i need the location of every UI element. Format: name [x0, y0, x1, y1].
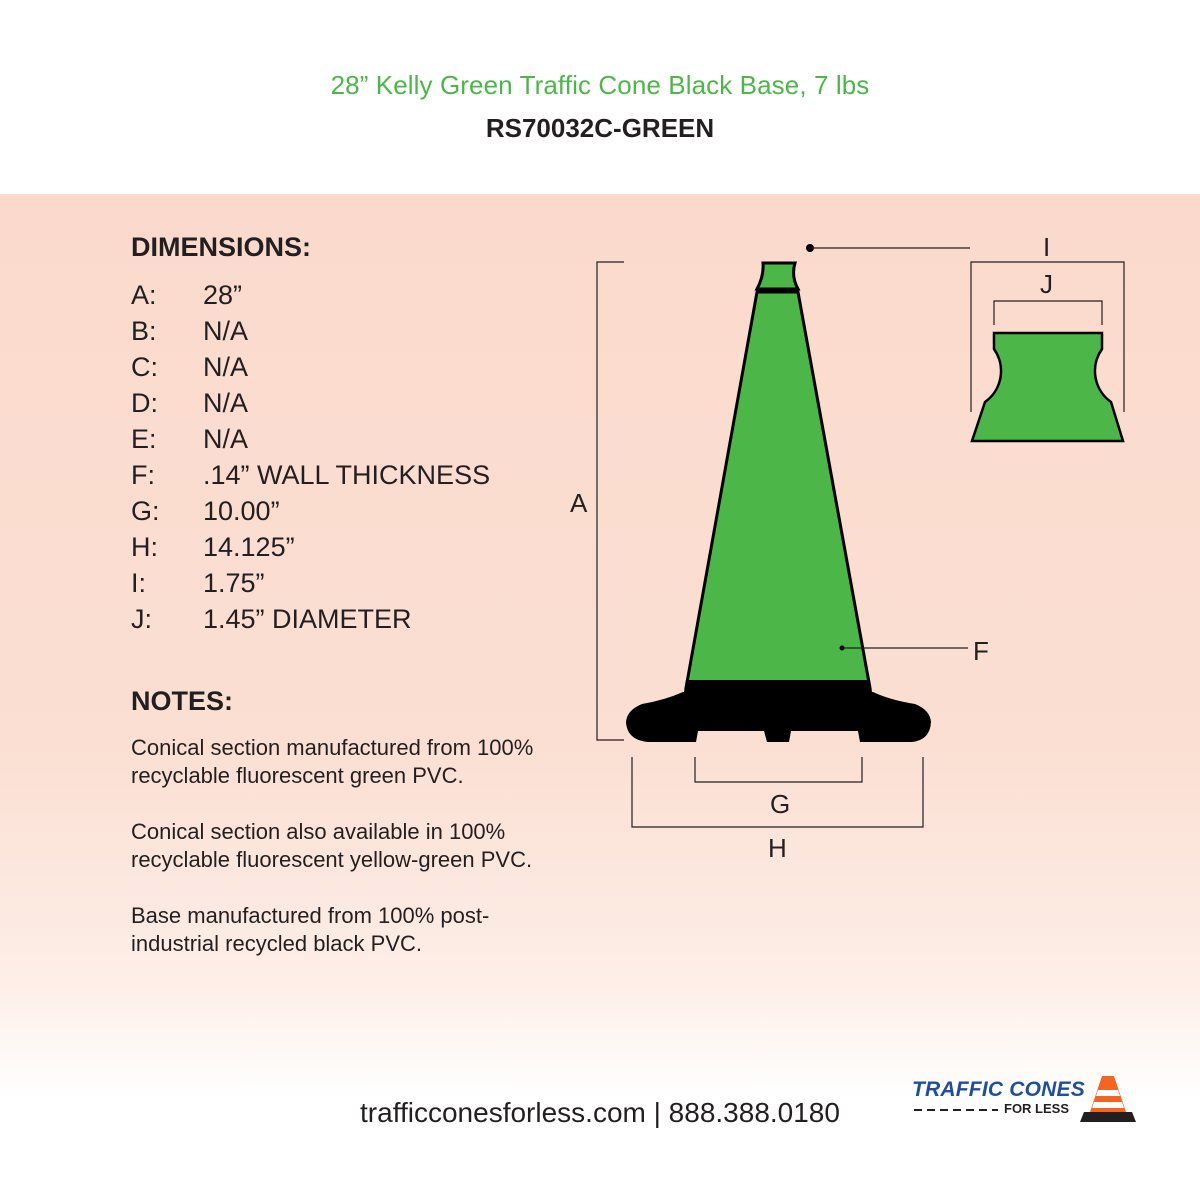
logo-subtext: FOR LESS: [1004, 1101, 1070, 1116]
dimension-value: 1.45” DIAMETER: [203, 604, 412, 634]
brand-logo: [912, 1068, 1142, 1128]
logo-dashes: [914, 1109, 998, 1111]
dimension-key: B:: [131, 316, 157, 346]
label-i: I: [1043, 232, 1051, 262]
dimension-value: 1.75”: [203, 568, 265, 598]
dimension-j-line: [994, 301, 1102, 325]
dimension-g-line: [695, 757, 862, 782]
dimension-key: H:: [131, 532, 158, 562]
dimension-key: C:: [131, 352, 158, 382]
traffic-cone-icon: [1080, 1068, 1140, 1128]
label-g: G: [770, 789, 791, 819]
dimension-value: N/A: [203, 352, 249, 382]
cone-base: [626, 692, 931, 742]
label-f: F: [973, 636, 989, 666]
dimension-a-line: [597, 262, 624, 740]
dimension-key: G:: [131, 496, 160, 526]
dimension-key: D:: [131, 388, 158, 418]
dimension-value: N/A: [203, 388, 249, 418]
note-paragraph: Conical section manufactured from 100% recyclable fluorescent green PVC.: [131, 735, 534, 788]
label-j: J: [1040, 269, 1053, 299]
dimension-value: 14.125”: [203, 532, 295, 562]
cone-collar: [684, 680, 872, 692]
dimension-value: .14” WALL THICKNESS: [203, 460, 491, 490]
knob-detail: [972, 333, 1123, 441]
logo-text: TRAFFIC CONES: [912, 1078, 1085, 1101]
dimension-value: N/A: [203, 424, 249, 454]
dimension-value: 10.00”: [203, 496, 280, 526]
dimension-key: F:: [131, 460, 155, 490]
dimension-value: N/A: [203, 316, 249, 346]
label-a: A: [570, 488, 588, 518]
dimension-key: I:: [131, 568, 147, 598]
dimensions-heading: DIMENSIONS:: [131, 232, 312, 262]
dimension-key: A:: [131, 280, 157, 310]
dimension-value: 28”: [203, 280, 243, 310]
dimension-key: J:: [131, 604, 153, 634]
notes-heading: NOTES:: [131, 686, 234, 716]
product-title: 28” Kelly Green Traffic Cone Black Base, 7 lbs: [330, 70, 870, 100]
label-h: H: [768, 833, 787, 863]
cone-top: [757, 263, 798, 289]
dimension-key: E:: [131, 424, 157, 454]
cone-body: [686, 292, 870, 688]
note-paragraph: Conical section also available in 100% recyclable fluorescent yellow-green PVC.: [131, 819, 533, 872]
product-sku: RS70032C-GREEN: [485, 113, 715, 143]
note-paragraph: Base manufactured from 100% post-industrial recycled black PVC.: [131, 903, 490, 956]
footer-contact: trafficconesforless.com | 888.388.0180: [360, 1097, 840, 1128]
